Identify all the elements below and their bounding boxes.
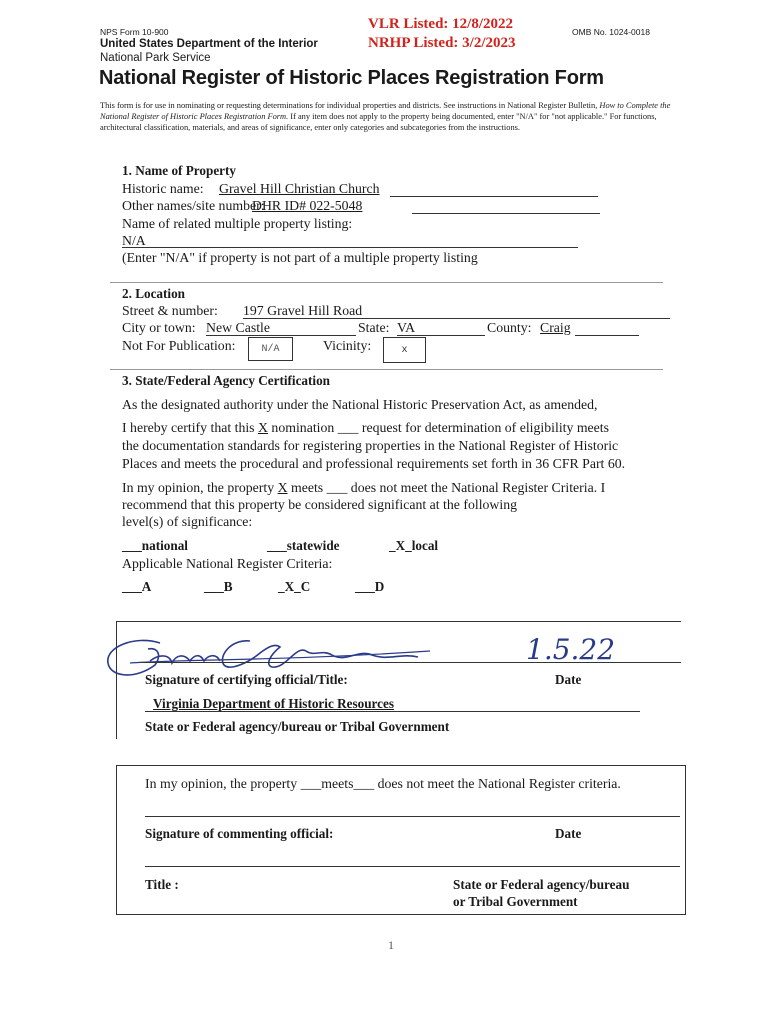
section3-heading: 3. State/Federal Agency Certification — [122, 373, 331, 388]
signature-box-top-border — [116, 621, 681, 622]
street-label: Street & number: — [122, 303, 218, 318]
commenting-date-label: Date — [555, 826, 582, 841]
service-name: National Park Service — [100, 52, 211, 64]
form-number: NPS Form 10-900 — [100, 27, 169, 37]
historic-name-label: Historic name: — [122, 181, 204, 196]
meets-mark: X — [277, 480, 288, 495]
state-label: State: — [358, 320, 390, 335]
not-for-publication-field[interactable]: N/A — [248, 337, 293, 361]
not-for-publication-label: Not For Publication: — [122, 338, 236, 353]
certifying-agency-label: State or Federal agency/bureau or Tribal Government — [145, 719, 450, 734]
vlr-listed-stamp: VLR Listed: 12/8/2022 — [368, 16, 514, 32]
intro-paragraph: This form is for use in nominating or requesting determinations for individual properties and districts. See instructions in National Register Bulletin, How to Complete the National Register of Historic Places Registration Form. If any item does not apply to the property being documented, enter "N/A" for "not applicable." For functions, architectural classification, materials, and areas of significance, enter only categories and subcategories from the instructions. — [100, 101, 671, 132]
related-listing-line — [122, 247, 578, 248]
section2-heading: 2. Location — [122, 286, 186, 301]
county-line — [575, 335, 639, 336]
criteria-label: Applicable National Register Criteria: — [122, 556, 333, 571]
page-number: 1 — [388, 938, 394, 952]
signature-date: 1.5.22 — [526, 633, 616, 666]
level-local: _X_local — [389, 538, 439, 553]
authority-statement: As the designated authority under the National Historic Preservation Act, as amended, — [122, 397, 598, 412]
criterion-b: ___B — [204, 579, 233, 594]
agency-line — [145, 711, 640, 712]
page-title: National Register of Historic Places Registration Form — [99, 67, 604, 89]
commenting-agency-line1: State or Federal agency/bureau — [453, 877, 630, 892]
historic-name-blank-line — [390, 196, 598, 197]
certifying-agency-name: Virginia Department of Historic Resources — [153, 696, 394, 711]
historic-name-value: Gravel Hill Christian Church — [219, 181, 380, 196]
city-line — [206, 335, 356, 336]
city-label: City or town: — [122, 320, 196, 335]
commenting-signature-line — [145, 816, 680, 817]
commenting-agency-line2: or Tribal Government — [453, 894, 578, 909]
opinion-line: In my opinion, the property X meets ___ does not meet the National Register Criteria. I — [122, 480, 606, 495]
commenting-title-label: Title : — [145, 877, 179, 892]
commenting-title-line — [145, 866, 680, 867]
section1-heading: 1. Name of Property — [122, 163, 237, 178]
other-names-blank-line — [412, 213, 600, 214]
criterion-d: ___D — [355, 579, 385, 594]
vicinity-label: Vicinity: — [323, 338, 372, 353]
county-label: County: — [487, 320, 532, 335]
certifying-date-label: Date — [555, 672, 582, 687]
certify-line-3: Places and meets the procedural and professional requirements set forth in 36 CFR Part 60. — [122, 456, 626, 471]
state-line — [397, 335, 485, 336]
city-value: New Castle — [206, 320, 270, 335]
recommend-line-1: recommend that this property be considered significant at the following — [122, 497, 518, 512]
section-divider — [110, 282, 663, 283]
level-national: ___national — [122, 538, 188, 553]
related-listing-label: Name of related multiple property listing: — [122, 216, 353, 231]
related-listing-value: N/A — [122, 233, 146, 248]
signature-line — [140, 662, 681, 663]
omb-number: OMB No. 1024-0018 — [572, 27, 650, 37]
criterion-c: _X_C — [278, 579, 311, 594]
commenting-signature-label: Signature of commenting official: — [145, 826, 334, 841]
certify-line-2: the documentation standards for registering properties in the National Register of Historic — [122, 438, 619, 453]
state-value: VA — [397, 320, 416, 335]
vicinity-field[interactable]: x — [383, 337, 426, 363]
street-line — [243, 318, 670, 319]
county-value: Craig — [540, 320, 571, 335]
commenting-opinion: In my opinion, the property ___meets___ does not meet the National Register criteria. — [145, 776, 621, 791]
other-names-value: DHR ID# 022-5048 — [252, 198, 363, 213]
certifying-signature-label: Signature of certifying official/Title: — [145, 672, 348, 687]
criterion-a: ___A — [122, 579, 152, 594]
nrhp-listed-stamp: NRHP Listed: 3/2/2023 — [368, 35, 516, 51]
certify-line-1: I hereby certify that this X nomination ___ request for determination of eligibility meets — [122, 420, 610, 435]
level-statewide: ___statewide — [267, 538, 340, 553]
recommend-line-2: level(s) of significance: — [122, 514, 253, 529]
street-value: 197 Gravel Hill Road — [243, 303, 363, 318]
nomination-mark: X — [258, 420, 268, 435]
other-names-label: Other names/site number: — [122, 198, 265, 213]
department-name: United States Department of the Interior — [100, 38, 318, 50]
na-instruction-note: (Enter "N/A" if property is not part of a multiple property listing — [122, 250, 478, 265]
section-divider — [110, 369, 663, 370]
